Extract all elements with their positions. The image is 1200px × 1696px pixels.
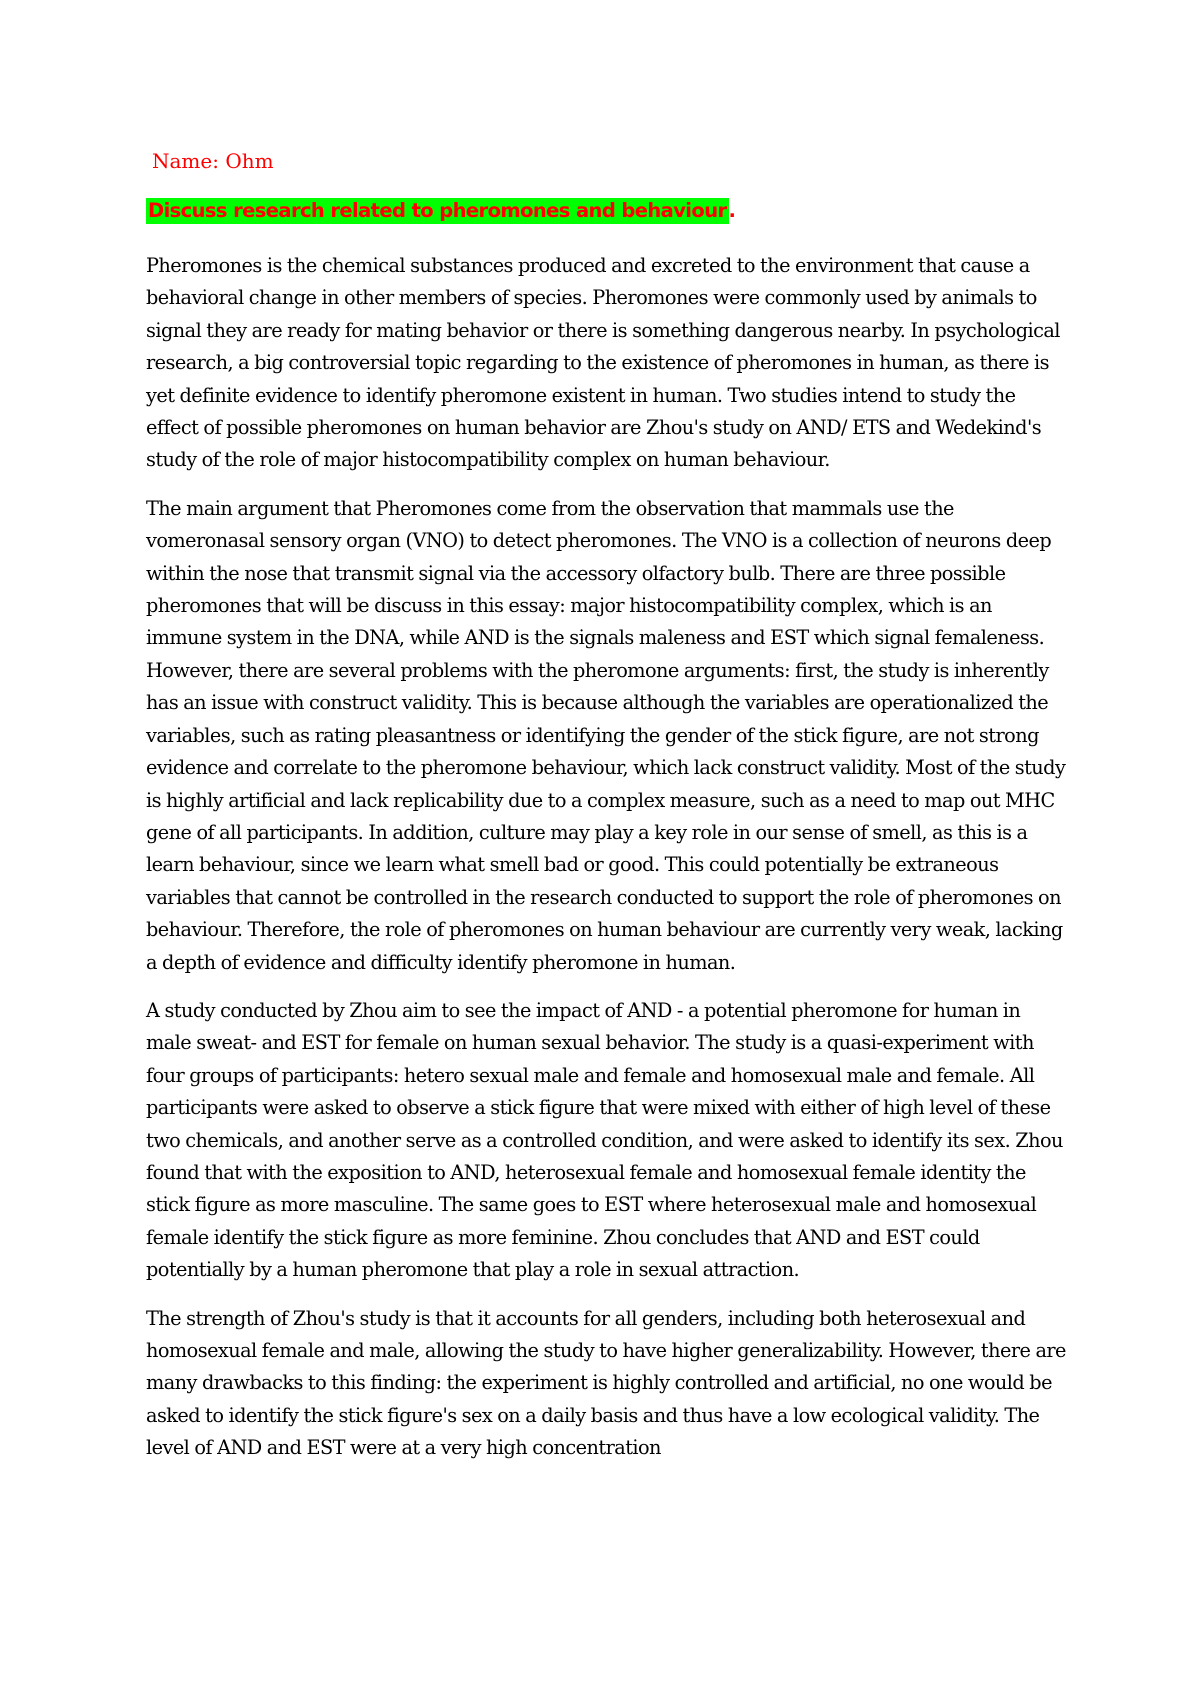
paragraph-intro: Pheromones is the chemical substances produced and excreted to the environment that cause a behavioral change in other members of species. Pheromones were commonly used by animals to signal they are ready for mating behavior or there is something dangerous nearby. In psychological research, a big controversial topic regarding to the existence of pheromones in human, as there is yet definite evidence to identify pheromone existent in human. Two studies intend to study the effect of possible pheromones on human behavior are Zhou's study on AND/ ETS and Wedekind's study of the role of major histocompatibility complex on human behaviour.	[146, 254, 1060, 472]
essay-title	[146, 196, 1066, 226]
paragraph-zhou-evaluation: The strength of Zhou's study is that it accounts for all genders, including both heterosexual and homosexual female and male, allowing the study to have higher generalizability. However, there are many drawbacks to this finding: the experiment is highly controlled and artificial, no one would be asked to identify the stick figure's sex on a daily basis and thus have a low ecological validity. The level of AND and EST were at a very high concentration	[146, 1306, 1066, 1460]
paragraph-zhou-study: A study conducted by Zhou aim to see the impact of AND - a potential pheromone for human in male sweat- and EST for female on human sexual behavior. The study is a quasi-experiment with four groups of participants: hetero sexual male and female and homosexual male and female. All participants were asked to observe a stick figure that were mixed with either of high level of these two chemicals, and another serve as a controlled condition, and were asked to identify its sex. Zhou found that with the exposition to AND, heterosexual female and homosexual female identity the stick figure as more masculine. The same goes to EST where heterosexual male and homosexual female identify the stick figure as more feminine. Zhou concludes that AND and EST could potentially by a human pheromone that play a role in sexual attraction.	[146, 998, 1063, 1282]
paragraph-main-argument: The main argument that Pheromones come from the observation that mammals use the vomeronasal sensory organ (VNO) to detect pheromones. The VNO is a collection of neurons deep within the nose that transmit signal via the accessory olfactory bulb. There are three possible pheromones that will be discuss in this essay: major histocompatibility complex, which is an immune system in the DNA, while AND is the signals maleness and EST which signal femaleness. However, there are several problems with the pheromone arguments: first, the study is inherently has an issue with construct validity. This is because although the variables are operationalized the variables, such as rating pleasantness or identifying the gender of the stick figure, are not strong evidence and correlate to the pheromone behaviour, which lack construct validity. Most of the study is highly artificial and lack replicability due to a complex measure, such as a need to map out MHC gene of all participants. In addition, culture may play a key role in our sense of smell, as this is a learn behaviour, since we learn what smell bad or good. This could potentially be extraneous variables that cannot be controlled in the research conducted to support the role of pheromones on behaviour. Therefore, the role of pheromones on human behaviour are currently very weak, lacking a depth of evidence and difficulty identify pheromone in human.	[146, 496, 1066, 974]
title-highlight: Discuss research related to pheromones and behaviour	[148, 199, 727, 222]
author-name: Name: Ohm	[152, 149, 274, 173]
document-body	[146, 146, 1066, 1481]
title-period: .	[728, 199, 736, 222]
